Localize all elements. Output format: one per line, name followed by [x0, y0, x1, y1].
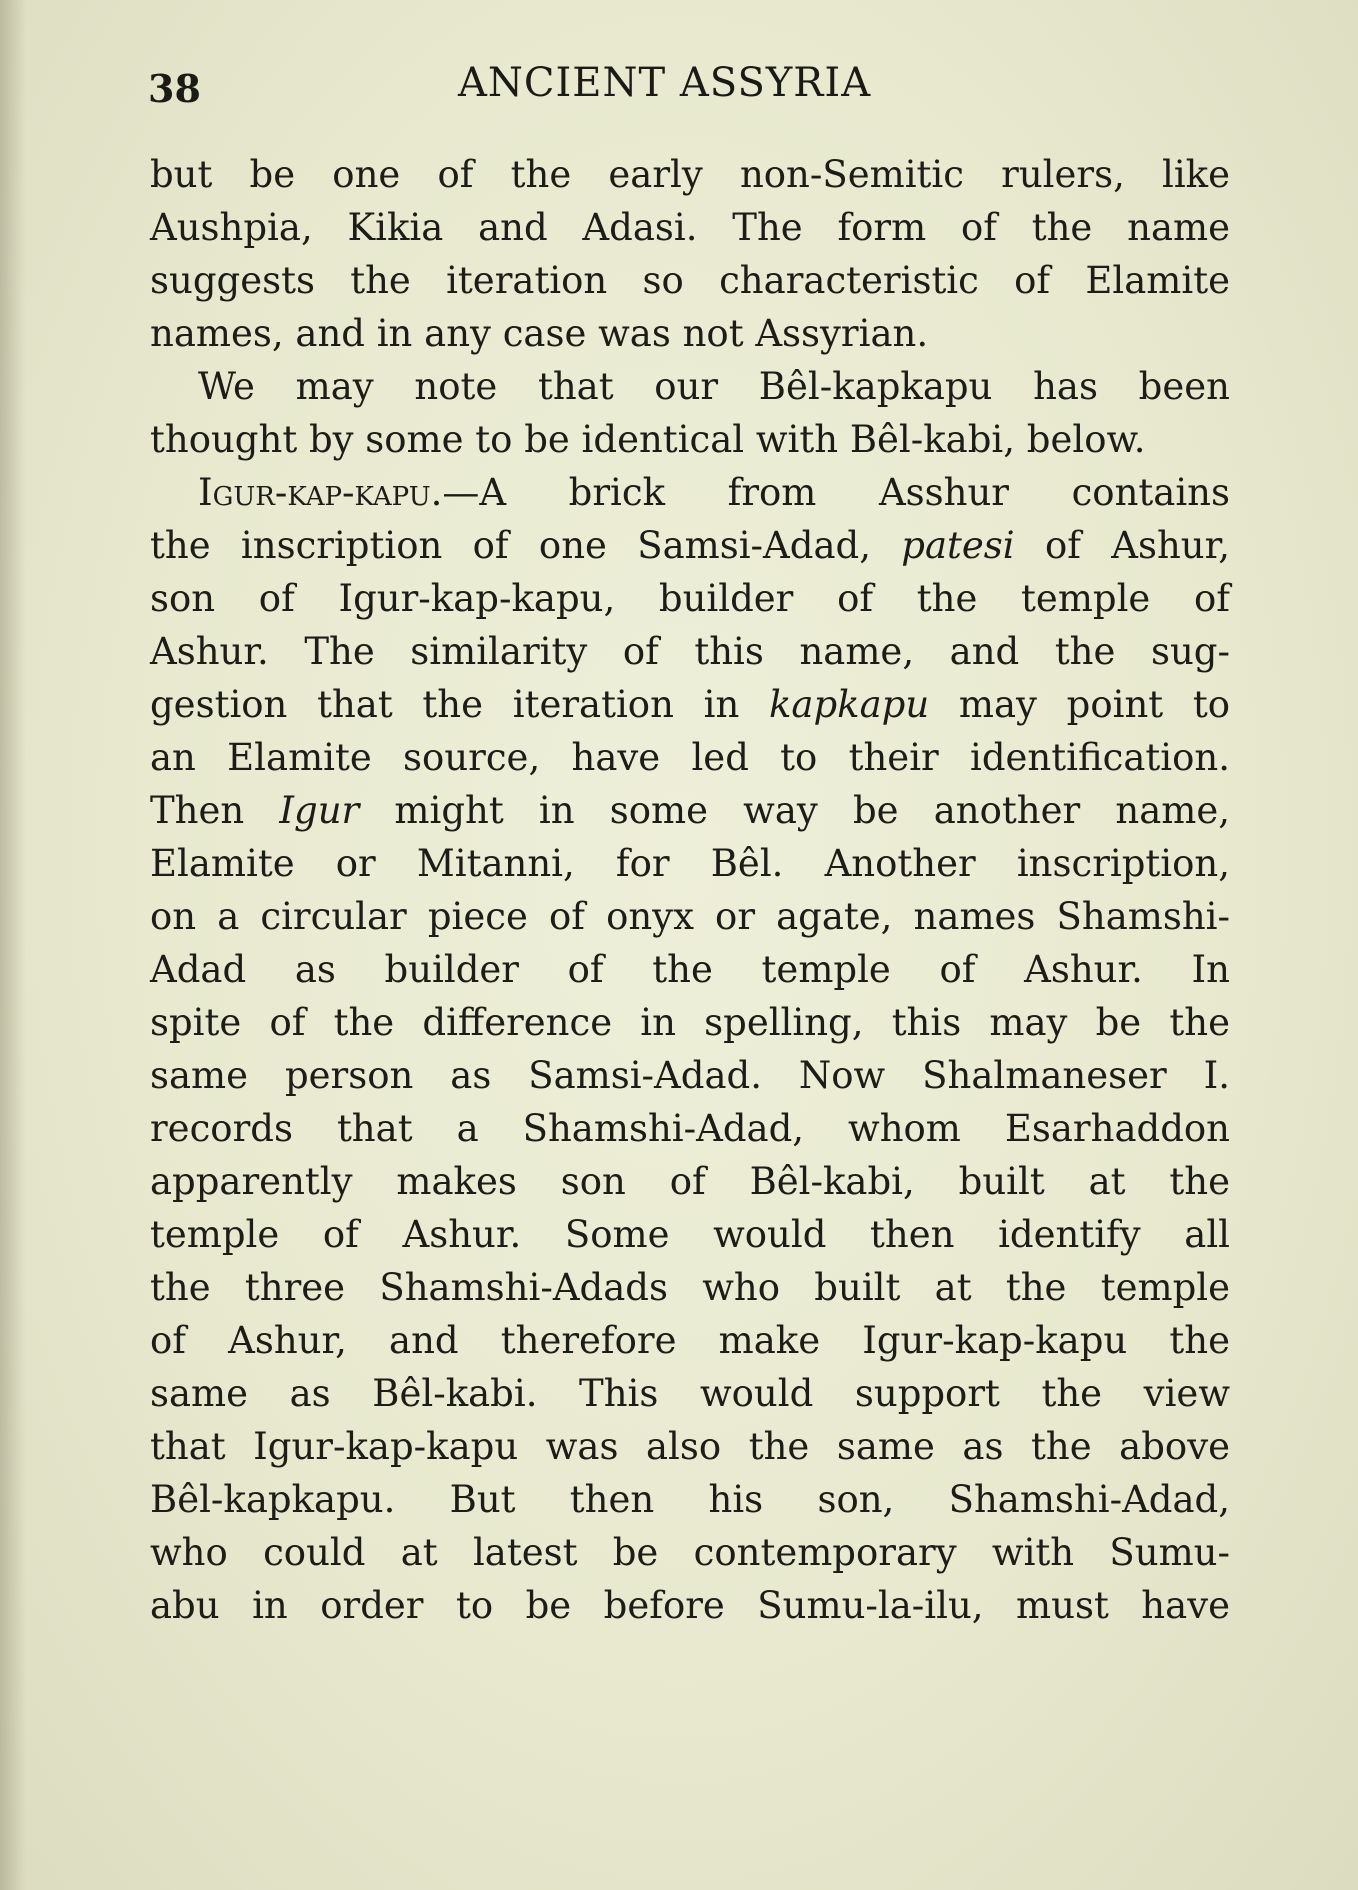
- text-span: gestion that the iteration in: [150, 683, 769, 726]
- italic-term: Igur: [279, 789, 360, 832]
- page-gutter-shadow: [0, 0, 26, 1890]
- text-line: Adad as builder of the temple of Ashur. In: [150, 948, 1230, 991]
- text-line: the three Shamshi-Adads who built at the temple: [150, 1266, 1230, 1309]
- text-line: that Igur-kap-kapu was also the same as the above: [150, 1425, 1230, 1468]
- text-line: an Elamite source, have led to their identification.: [150, 736, 1230, 779]
- text-line: spite of the difference in spelling, this may be the: [150, 1001, 1230, 1044]
- text-line: abu in order to be before Sumu-la-ilu, must have: [150, 1584, 1230, 1627]
- text-line: son of Igur-kap-kapu, builder of the temple of: [150, 577, 1230, 620]
- text-line: suggests the iteration so characteristic of Elamite: [150, 259, 1230, 302]
- text-line: Elamite or Mitanni, for Bêl. Another inscription,: [150, 842, 1230, 885]
- text-line: thought by some to be identical with Bêl-kabi, below.: [150, 418, 1146, 461]
- text-span: Then: [150, 789, 280, 832]
- text-line: Ashur. The similarity of this name, and the sug-: [150, 630, 1230, 673]
- text-line: [150, 519, 1230, 572]
- text-line: but be one of the early non-Semitic rulers, like: [150, 153, 1230, 196]
- text-line: [150, 466, 1230, 519]
- text-span: —A brick from Asshur contains: [442, 471, 1230, 514]
- text-line: on a circular piece of onyx or agate, names Shamshi-: [150, 895, 1230, 938]
- text-line: apparently makes son of Bêl-kabi, built at the: [150, 1160, 1230, 1203]
- text-line: records that a Shamshi-Adad, whom Esarhaddon: [150, 1107, 1230, 1150]
- text-line: [150, 784, 1230, 837]
- body-text: [150, 148, 1230, 1632]
- text-span: of Ashur,: [1014, 524, 1231, 567]
- running-head: ANCIENT ASSYRIA: [458, 60, 872, 106]
- text-line: We may note that our Bêl-kapkapu has been: [198, 365, 1230, 408]
- text-line: [150, 678, 1230, 731]
- italic-term: kapkapu: [769, 683, 930, 726]
- page-header: [148, 58, 1238, 118]
- text-line: names, and in any case was not Assyrian.: [150, 312, 929, 355]
- section-heading: Igur-kap-kapu.: [198, 471, 443, 514]
- text-line: temple of Ashur. Some would then identify all: [150, 1213, 1230, 1256]
- text-span: may point to: [929, 683, 1230, 726]
- text-line: Bêl-kapkapu. But then his son, Shamshi-Adad,: [150, 1478, 1230, 1521]
- text-span: the inscription of one Samsi-Adad,: [150, 524, 902, 567]
- text-span: might in some way be another name,: [359, 789, 1230, 832]
- page-number: 38: [148, 66, 201, 111]
- text-line: of Ashur, and therefore make Igur-kap-kapu the: [150, 1319, 1230, 1362]
- text-line: same person as Samsi-Adad. Now Shalmaneser I.: [150, 1054, 1230, 1097]
- text-line: Aushpia, Kikia and Adasi. The form of the name: [150, 206, 1230, 249]
- italic-term: patesi: [901, 524, 1015, 567]
- text-line: same as Bêl-kabi. This would support the view: [150, 1372, 1230, 1415]
- text-line: who could at latest be contemporary with Sumu-: [150, 1531, 1230, 1574]
